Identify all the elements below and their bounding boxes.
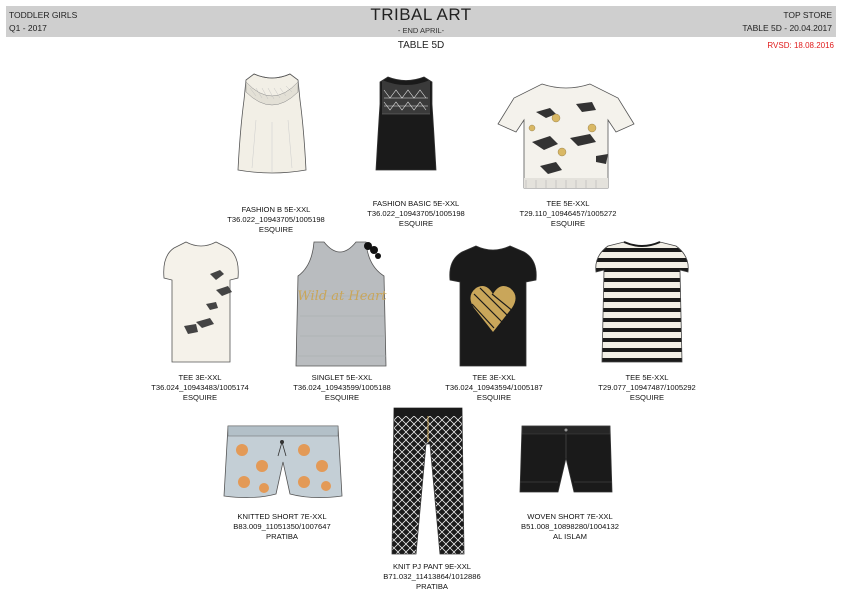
item-name: TEE 3E-XXL <box>178 373 222 382</box>
item-code: T36.022_10943705/1005198 <box>227 215 325 224</box>
item-code: T29.110_10946457/1005272 <box>519 209 617 218</box>
list-item <box>490 512 650 542</box>
list-item <box>120 373 280 403</box>
item-name: TEE 5E-XXL <box>546 199 590 208</box>
item-name: TEE 5E-XXL <box>625 373 669 382</box>
list-item <box>196 205 356 235</box>
wild-at-heart-singlet-icon <box>288 236 392 370</box>
cream-lace-yoke-top-icon <box>232 70 312 178</box>
page-subtitle: - END APRIL- <box>397 26 445 35</box>
item-name: FASHION BASIC 5E-XXL <box>372 199 460 208</box>
striped-tee-icon <box>590 238 694 366</box>
item-supplier: ESQUIRE <box>182 393 218 402</box>
item-code: T29.077_10947487/1005292 <box>598 383 696 392</box>
zebra-print-tee-icon <box>496 80 636 194</box>
store-label: TOP STORE <box>783 10 832 20</box>
item-name: KNIT PJ PANT 9E-XXL <box>392 562 472 571</box>
department-label: TODDLER GIRLS <box>9 10 78 20</box>
table-name: TABLE 5D <box>397 40 445 51</box>
tribal-pj-pant-icon <box>390 404 466 560</box>
item-code: T36.024_10943594/1005187 <box>445 383 543 392</box>
item-supplier: ESQUIRE <box>629 393 665 402</box>
item-supplier: ESQUIRE <box>476 393 512 402</box>
item-code: B71.032_11413864/1012886 <box>383 572 481 581</box>
list-item <box>414 373 574 403</box>
item-code: T36.024_10943483/1005174 <box>151 383 249 392</box>
header-bar <box>6 6 836 37</box>
item-supplier: ESQUIRE <box>324 393 360 402</box>
item-supplier: ESQUIRE <box>258 225 294 234</box>
item-supplier: AL ISLAM <box>553 532 587 541</box>
item-name: TEE 3E-XXL <box>472 373 516 382</box>
woven-short-icon <box>518 422 614 498</box>
item-name: SINGLET 5E-XXL <box>311 373 373 382</box>
item-supplier: PRATIBA <box>416 582 448 591</box>
revised-date: RVSD: 18.08.2016 <box>767 41 834 50</box>
list-item <box>352 562 512 592</box>
black-lace-yoke-top-icon <box>370 74 442 174</box>
item-supplier: ESQUIRE <box>398 219 434 228</box>
table-date-label: TABLE 5D - 20.04.2017 <box>742 23 832 33</box>
item-code: B51.008_10898280/1004132 <box>521 522 619 531</box>
item-name: FASHION B 5E-XXL <box>241 205 311 214</box>
wild-at-heart-print: Wild at Heart <box>297 289 387 304</box>
item-supplier: PRATIBA <box>266 532 298 541</box>
item-name: WOVEN SHORT 7E-XXL <box>527 512 613 521</box>
page-title: TRIBAL ART <box>370 5 472 24</box>
zebra-tee-icon <box>160 238 242 366</box>
item-code: T36.024_10943599/1005188 <box>293 383 391 392</box>
list-item <box>567 373 727 403</box>
season-label: Q1 - 2017 <box>9 23 47 33</box>
item-code: T36.022_10943705/1005198 <box>367 209 465 218</box>
list-item <box>262 373 422 403</box>
list-item <box>336 199 496 229</box>
item-supplier: ESQUIRE <box>550 219 586 228</box>
item-code: B83.009_11051350/1007647 <box>233 522 331 531</box>
knitted-short-icon <box>222 422 344 504</box>
list-item <box>202 512 362 542</box>
list-item <box>488 199 648 229</box>
heart-print-tee-icon <box>444 242 542 370</box>
item-name: KNITTED SHORT 7E-XXL <box>237 512 327 521</box>
